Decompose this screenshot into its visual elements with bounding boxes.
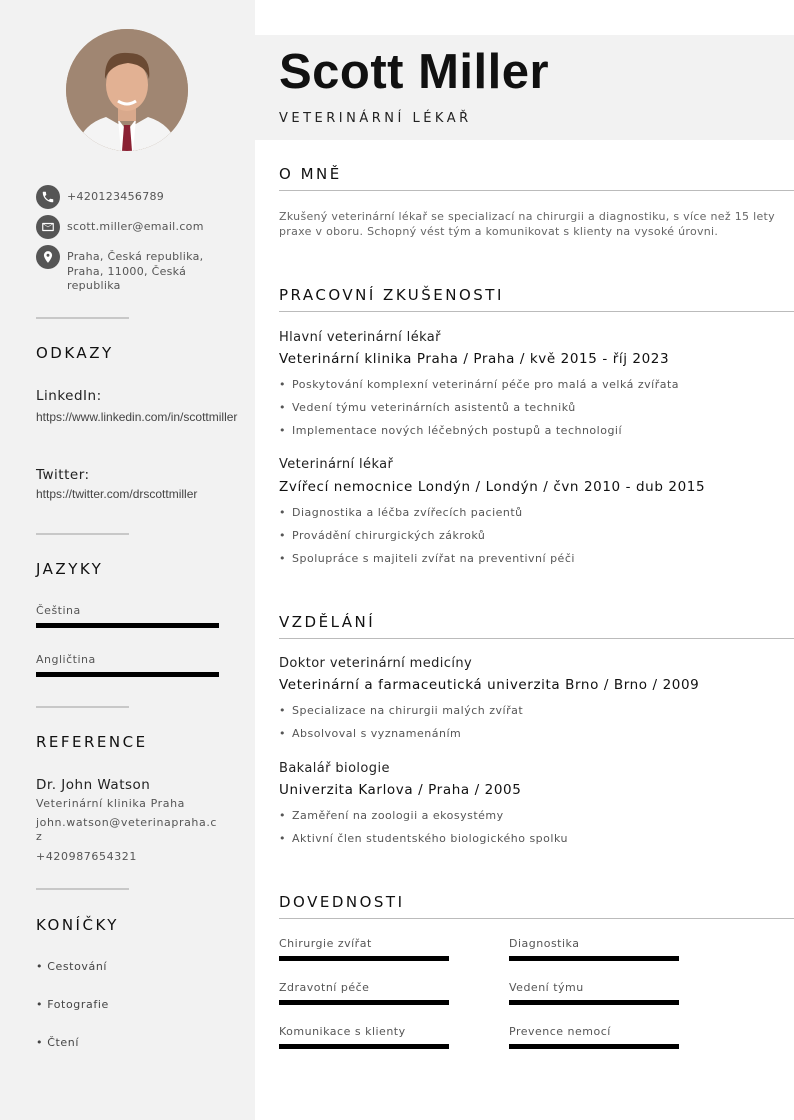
hobby-label: Čtení bbox=[47, 1036, 79, 1049]
skill-level-bar bbox=[279, 1000, 449, 1005]
job-bullet: • Spolupráce s majiteli zvířat na preventivní péči bbox=[279, 552, 575, 565]
skill-name: Chirurgie zvířat bbox=[279, 937, 372, 950]
bullet-text: Spolupráce s majiteli zvířat na preventivní péči bbox=[292, 552, 575, 565]
skill-level-bar bbox=[509, 1000, 679, 1005]
twitter-label: Twitter: bbox=[36, 467, 90, 483]
section-divider bbox=[279, 190, 794, 191]
job-bullet: • Provádění chirurgických zákroků bbox=[279, 529, 486, 542]
location-pin-icon bbox=[36, 245, 60, 269]
education-bullet: • Aktivní člen studentského biologického spolku bbox=[279, 832, 568, 845]
about-text: Zkušený veterinární lékař se specializací na chirurgii a diagnostiku, s více než 15 lety praxe v oboru. Schopný vést tým a komunikovat s klienty na vysoké úrovni. bbox=[279, 210, 775, 238]
skill-name: Komunikace s klienty bbox=[279, 1025, 406, 1038]
skill-name: Diagnostika bbox=[509, 937, 580, 950]
job-bullet: • Diagnostika a léčba zvířecích pacientů bbox=[279, 506, 523, 519]
skill-level-bar bbox=[279, 1044, 449, 1049]
bullet-text: Diagnostika a léčba zvířecích pacientů bbox=[292, 506, 523, 519]
divider bbox=[36, 888, 129, 890]
postal-address: Praha, Česká republika, Praha, 11000, Česká republika bbox=[67, 250, 204, 292]
linkedin-url[interactable]: https://www.linkedin.com/in/scottmiller bbox=[36, 410, 238, 424]
education-bullet: • Absolvoval s vyznamenáním bbox=[279, 727, 462, 740]
about-heading: O MNĚ bbox=[279, 165, 342, 183]
job-title: Hlavní veterinární lékař bbox=[279, 330, 441, 345]
bullet-text: Vedení týmu veterinárních asistentů a techniků bbox=[292, 401, 576, 414]
divider bbox=[36, 533, 129, 535]
skill-level-bar bbox=[279, 956, 449, 961]
reference-name: Dr. John Watson bbox=[36, 777, 151, 793]
bullet-text: Provádění chirurgických zákroků bbox=[292, 529, 486, 542]
contact-phone bbox=[36, 185, 207, 209]
skill-name: Prevence nemocí bbox=[509, 1025, 611, 1038]
job-bullet: • Poskytování komplexní veterinární péče pro malá a velká zvířata bbox=[279, 378, 680, 391]
bullet-text: Implementace nových léčebných postupů a technologií bbox=[292, 424, 623, 437]
language-level-bar bbox=[36, 623, 219, 628]
sidebar bbox=[0, 0, 255, 1120]
hobby-label: Fotografie bbox=[47, 998, 109, 1011]
skill-level-bar bbox=[509, 1044, 679, 1049]
reference-phone[interactable]: +420987654321 bbox=[36, 850, 137, 863]
section-divider bbox=[279, 311, 794, 312]
school-details: Univerzita Karlova / Praha / 2005 bbox=[279, 782, 522, 798]
hobby-label: Cestování bbox=[47, 960, 108, 973]
degree-title: Doktor veterinární medicíny bbox=[279, 656, 473, 671]
divider bbox=[36, 706, 129, 708]
links-heading: ODKAZY bbox=[36, 344, 114, 362]
job-role: VETERINÁRNÍ LÉKAŘ bbox=[279, 111, 472, 126]
linkedin-label: LinkedIn: bbox=[36, 388, 102, 404]
twitter-url[interactable]: https://twitter.com/drscottmiller bbox=[36, 487, 198, 501]
hobby-item: • Čtení bbox=[36, 1036, 79, 1049]
envelope-icon bbox=[36, 215, 60, 239]
reference-email[interactable]: john.watson@veterinapraha.cz bbox=[36, 816, 218, 843]
section-divider bbox=[279, 918, 794, 919]
bullet-text: Specializace na chirurgii malých zvířat bbox=[292, 704, 524, 717]
degree-title: Bakalář biologie bbox=[279, 761, 390, 776]
job-employer-dates: Zvířecí nemocnice Londýn / Londýn / čvn 2010 - dub 2015 bbox=[279, 479, 706, 495]
skill-name: Vedení týmu bbox=[509, 981, 584, 994]
divider bbox=[36, 317, 129, 319]
language-name: Čeština bbox=[36, 604, 81, 617]
language-level-bar bbox=[36, 672, 219, 677]
bullet-text: Poskytování komplexní veterinární péče pro malá a velká zvířata bbox=[292, 378, 680, 391]
job-bullet: • Vedení týmu veterinárních asistentů a techniků bbox=[279, 401, 576, 414]
job-employer-dates: Veterinární klinika Praha / Praha / kvě 2015 - říj 2023 bbox=[279, 351, 670, 367]
languages-heading: JAZYKY bbox=[36, 560, 104, 578]
bullet-text: Zaměření na zoologii a ekosystémy bbox=[292, 809, 504, 822]
reference-heading: REFERENCE bbox=[36, 733, 148, 751]
job-bullet: • Implementace nových léčebných postupů a technologií bbox=[279, 424, 623, 437]
skills-heading: DOVEDNOSTI bbox=[279, 893, 405, 911]
education-heading: VZDĚLÁNÍ bbox=[279, 613, 376, 631]
phone-icon bbox=[36, 185, 60, 209]
job-title: Veterinární lékař bbox=[279, 457, 394, 472]
phone-number[interactable]: +420123456789 bbox=[67, 190, 165, 203]
contact-email bbox=[36, 215, 207, 239]
language-name: Angličtina bbox=[36, 653, 96, 666]
school-details: Veterinární a farmaceutická univerzita Brno / Brno / 2009 bbox=[279, 677, 700, 693]
reference-company: Veterinární klinika Praha bbox=[36, 797, 186, 810]
education-bullet: • Zaměření na zoologii a ekosystémy bbox=[279, 809, 504, 822]
contact-address bbox=[36, 245, 217, 294]
skill-name: Zdravotní péče bbox=[279, 981, 370, 994]
email-address[interactable]: scott.miller@email.com bbox=[67, 220, 204, 233]
skill-level-bar bbox=[509, 956, 679, 961]
person-name: Scott Miller bbox=[279, 45, 550, 99]
bullet-text: Absolvoval s vyznamenáním bbox=[292, 727, 462, 740]
education-bullet: • Specializace na chirurgii malých zvířat bbox=[279, 704, 524, 717]
hobbies-heading: KONÍČKY bbox=[36, 916, 119, 934]
section-divider bbox=[279, 638, 794, 639]
profile-photo bbox=[66, 29, 188, 151]
bullet-text: Aktivní člen studentského biologického spolku bbox=[292, 832, 568, 845]
experience-heading: PRACOVNÍ ZKUŠENOSTI bbox=[279, 286, 504, 304]
hobby-item: • Cestování bbox=[36, 960, 108, 973]
hobby-item: • Fotografie bbox=[36, 998, 109, 1011]
main-content bbox=[255, 0, 794, 1120]
